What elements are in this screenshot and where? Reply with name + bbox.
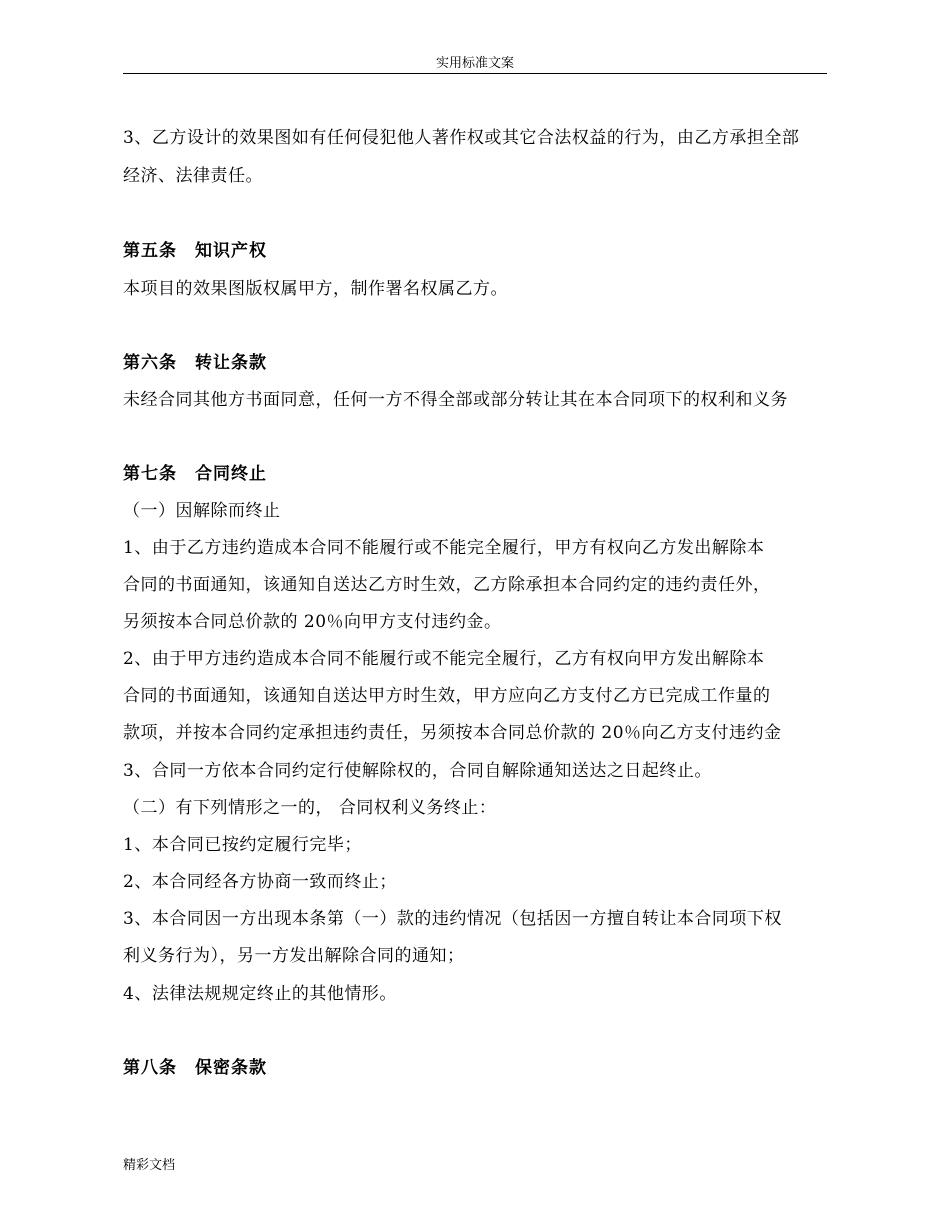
page-header-rule <box>123 73 827 74</box>
paragraph-line: 2、由于甲方违约造成本合同不能履行或不能完全履行，乙方有权向甲方发出解除本 <box>123 649 765 669</box>
paragraph-line: 1、由于乙方违约造成本合同不能履行或不能完全履行，甲方有权向乙方发出解除本 <box>123 538 765 558</box>
paragraph-line: 3、本合同因一方出现本条第（一）款的违约情况（包括因一方擅自转让本合同项下权 <box>123 909 782 929</box>
section-heading: 第五条 知识产权 <box>123 241 267 261</box>
paragraph-line: 3、乙方设计的效果图如有任何侵犯他人著作权或其它合法权益的行为，由乙方承担全部 <box>123 128 800 148</box>
paragraph-line: 另须按本合同总价款的 20％向甲方支付违约金。 <box>123 612 502 632</box>
paragraph-line: 合同的书面通知，该通知自送达甲方时生效，甲方应向乙方支付乙方已完成工作量的 <box>123 686 771 706</box>
paragraph-line: 2、本合同经各方协商一致而终止； <box>123 872 397 892</box>
paragraph-line: 4、法律法规规定终止的其他情形。 <box>123 984 397 1004</box>
paragraph-line: 款项，并按本合同约定承担违约责任，另须按本合同总价款的 20％向乙方支付违约金 <box>123 723 782 743</box>
page-header-title: 实用标准文案 <box>435 56 514 71</box>
paragraph-line: （二）有下列情形之一的， 合同权利义务终止： <box>123 798 497 818</box>
paragraph-line: 1、本合同已按约定履行完毕； <box>123 835 362 855</box>
paragraph-line: 本项目的效果图版权属甲方，制作署名权属乙方。 <box>123 279 508 299</box>
section-heading: 第六条 转让条款 <box>123 353 267 373</box>
section-heading: 第七条 合同终止 <box>123 464 267 484</box>
section-heading: 第八条 保密条款 <box>123 1058 267 1078</box>
paragraph-line: 利义务行为），另一方发出解除合同的通知； <box>123 946 465 966</box>
paragraph-line: 3、合同一方依本合同约定行使解除权的，合同自解除通知送达之日起终止。 <box>123 761 712 781</box>
paragraph-line: （一）因解除而终止 <box>123 501 281 521</box>
paragraph-line: 未经合同其他方书面同意，任何一方不得全部或部分转让其在本合同项下的权利和义务 <box>123 390 788 410</box>
page-footer-text: 精彩文档 <box>123 1158 176 1173</box>
paragraph-line: 合同的书面通知，该通知自送达乙方时生效，乙方除承担本合同约定的违约责任外， <box>123 575 771 595</box>
paragraph-line: 经济、法律责任。 <box>123 166 263 186</box>
